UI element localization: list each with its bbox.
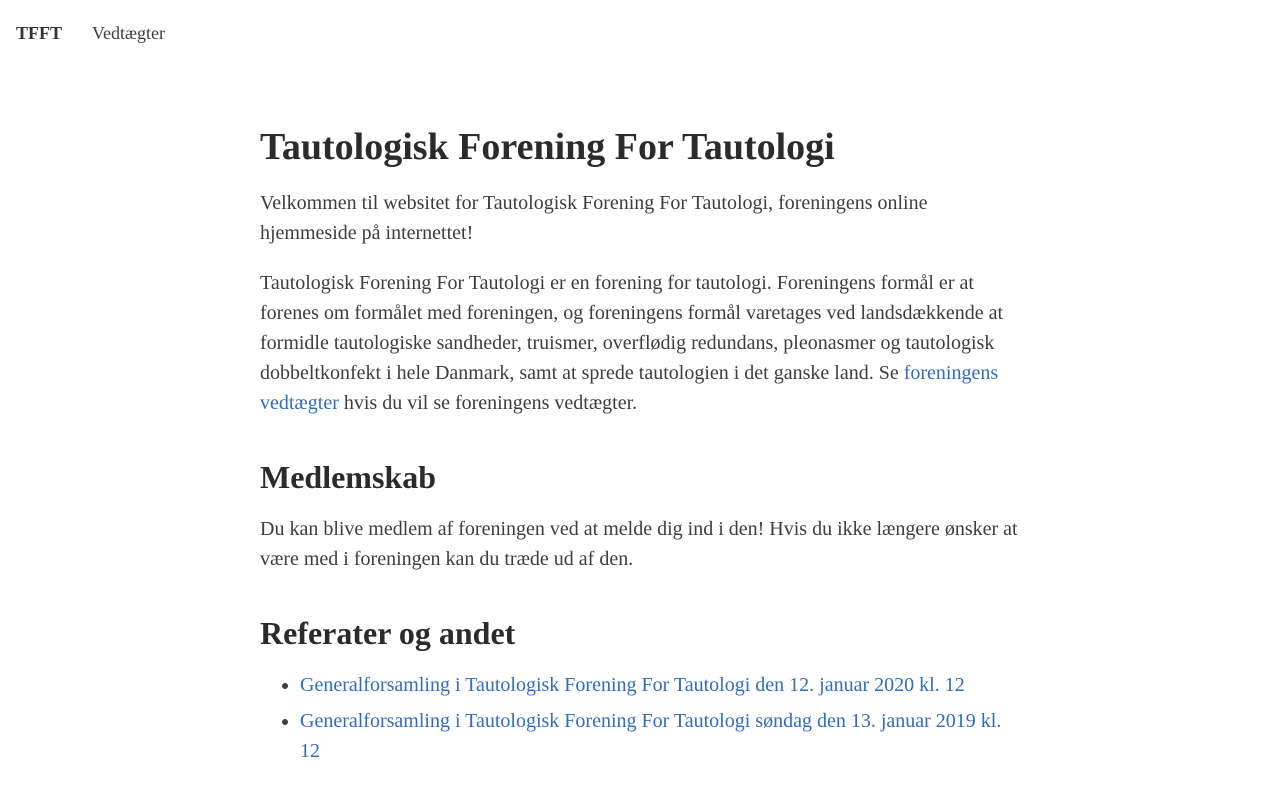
section-heading-medlemskab: Medlemskab xyxy=(260,459,436,495)
nav-item-vedtaegter[interactable]: Vedtægter xyxy=(92,23,165,43)
welcome-paragraph xyxy=(260,188,1020,248)
top-nav xyxy=(16,22,1264,44)
section-heading-referater: Referater og andet xyxy=(260,615,516,651)
list-item xyxy=(300,706,1020,766)
medlemskab-paragraph xyxy=(260,514,1020,574)
page-content xyxy=(260,44,1020,766)
about-text-before: Tautologisk Forening For Tautologi er en forening for tautologi. Foreningens formål er at forenes om formålet med foreningen, og foreningens formål varetages ved landsdækkende at formidle tautologiske sandheder, truismer, overflødig redundans, pleonasmer og tautologisk dobbeltkonfekt i hele Danmark, samt at sprede tautologien i det ganske land. Se xyxy=(260,272,1004,384)
about-paragraph xyxy=(260,268,1020,418)
list-item xyxy=(300,670,1020,700)
page-title: Tautologisk Forening For Tautologi xyxy=(260,126,835,168)
welcome-text: Velkommen til websitet for Tautologisk Forening For Tautologi, foreningens online hjemmeside på internettet! xyxy=(260,192,928,244)
vedtaegter-link[interactable]: foreningens vedtægter xyxy=(260,362,999,414)
referater-list xyxy=(260,670,1020,766)
referat-link-2019[interactable]: Generalforsamling i Tautologisk Forening For Tautologi søndag den 13. januar 2019 kl. 12 xyxy=(300,710,1002,762)
referat-link-2020[interactable]: Generalforsamling i Tautologisk Forening For Tautologi den 12. januar 2020 kl. 12 xyxy=(300,674,965,696)
site-header xyxy=(0,0,1280,44)
site-brand-link[interactable]: TFFT xyxy=(16,23,63,43)
medlemskab-text: Du kan blive medlem af foreningen ved at melde dig ind i den! Hvis du ikke længere ønsker at være med i foreningen kan du træde ud af den. xyxy=(260,518,1018,570)
about-text-after: hvis du vil se foreningens vedtægter. xyxy=(338,392,638,414)
